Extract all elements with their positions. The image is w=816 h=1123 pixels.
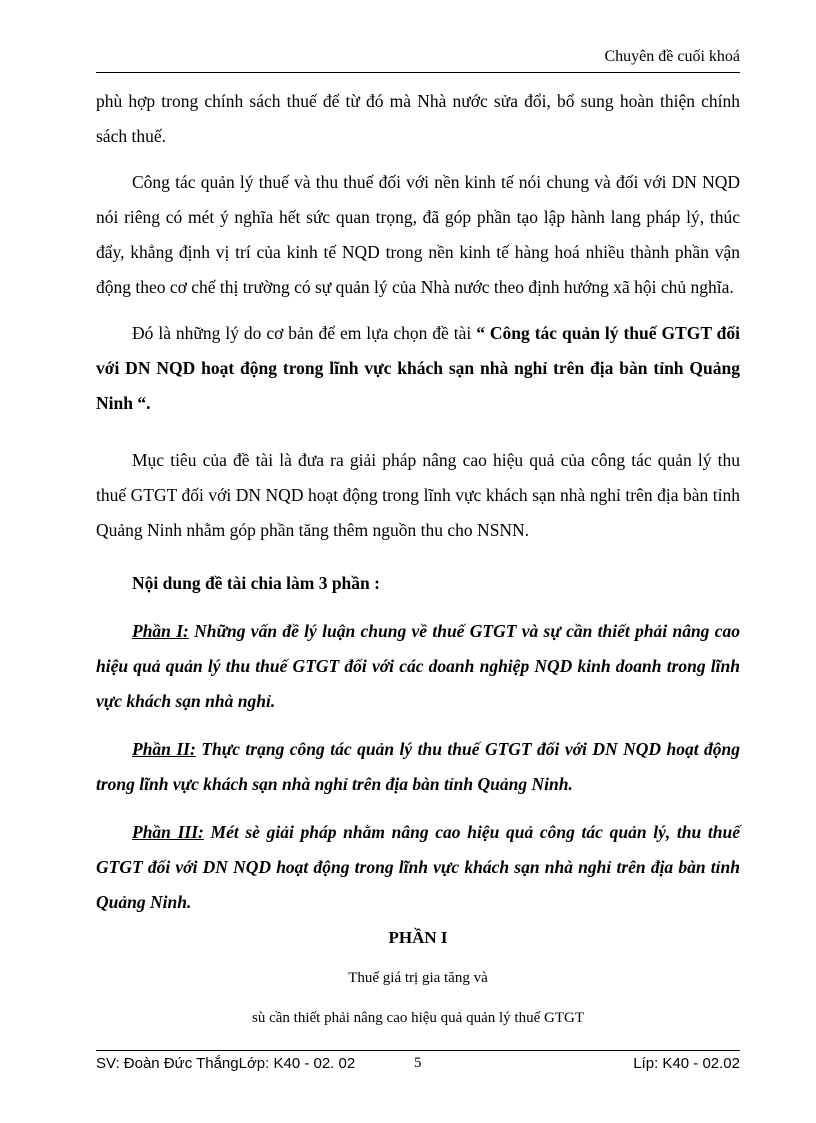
header-title: Chuyên đề cuối khoá — [604, 48, 740, 65]
thesis-title: “ Công tác quản lý thuế GTGT đối với DN NQD hoạt động trong lĩnh vực khách sạn nhà nghỉ trên địa bàn tỉnh Quảng Ninh “. — [96, 323, 740, 413]
part-2-text: Thực trạng công tác quản lý thu thuế GTGT đối với DN NQD hoạt động trong lĩnh vực khách sạn nhà nghỉ trên địa bàn tỉnh Quảng Ninh. — [96, 739, 741, 794]
part-2 — [96, 732, 740, 802]
contents-heading: Nội dung đề tài chia làm 3 phần : — [132, 573, 380, 593]
part-2-label: Phần II: — [132, 739, 196, 759]
footer-student: SV: Đoàn Đức ThắngLớp: K40 - 02. 02 — [96, 1055, 356, 1072]
document-body — [96, 84, 740, 920]
chapter-title: PHẦN I — [388, 928, 448, 947]
paragraph-2: Công tác quản lý thuế và thu thuế đối với nền kinh tế nói chung và đối với DN NQD nói riêng có mét ý nghĩa hết sức quan trọng, đã góp phần tạo lập hành lang pháp lý, thúc đẩy, khẳng định vị trí của kinh tế NQD trong nền kinh tế hàng hoá nhiều thành phần vận động theo cơ chế thị trường có sự quản lý của Nhà nước theo định hướng xã hội chủ nghĩa. — [96, 172, 740, 297]
part-3-text: Mét sè giải pháp nhằm nâng cao hiệu quả công tác quản lý, thu thuế GTGT đối với DN NQD hoạt động trong lĩnh vực khách sạn nhà nghỉ trên địa bàn tỉnh Quảng Ninh. — [96, 822, 740, 912]
paragraph-1: phù hợp trong chính sách thuế để từ đó mà Nhà nước sửa đổi, bổ sung hoàn thiện chính sách thuế. — [96, 91, 740, 146]
part-3 — [96, 815, 740, 920]
paragraph-3-lead: Đó là những lý do cơ bản để em lựa chọn đề tài — [132, 323, 477, 343]
paragraph-3 — [96, 316, 740, 421]
paragraph-4: Mục tiêu của đề tài là đưa ra giải pháp nâng cao hiệu quả của công tác quản lý thu thuế GTGT đối với DN NQD hoạt động trong lĩnh vực khách sạn nhà nghỉ trên địa bàn tỉnh Quảng Ninh nhằm góp phần tăng thêm nguồn thu cho NSNN. — [96, 450, 740, 540]
footer-class: Líp: K40 - 02.02 — [633, 1055, 740, 1072]
part-3-label: Phần III: — [132, 822, 204, 842]
page-header — [96, 48, 740, 73]
part-1-label: Phần I: — [132, 621, 189, 641]
page-footer — [96, 1050, 740, 1075]
page-number: 5 — [414, 1055, 422, 1071]
part-1 — [96, 614, 740, 719]
part-1-text: Những vấn đề lý luận chung về thuế GTGT và sự cần thiết phải nâng cao hiệu quả quản lý thu thuế GTGT đối với các doanh nghiệp NQD kinh doanh trong lĩnh vực khách sạn nhà nghỉ. — [96, 621, 741, 711]
chapter-subtitle-2: sù cần thiết phải nâng cao hiệu quả quản lý thuế GTGT — [252, 1010, 584, 1026]
chapter-subtitle-1: Thuế giá trị gia tăng và — [348, 970, 488, 986]
